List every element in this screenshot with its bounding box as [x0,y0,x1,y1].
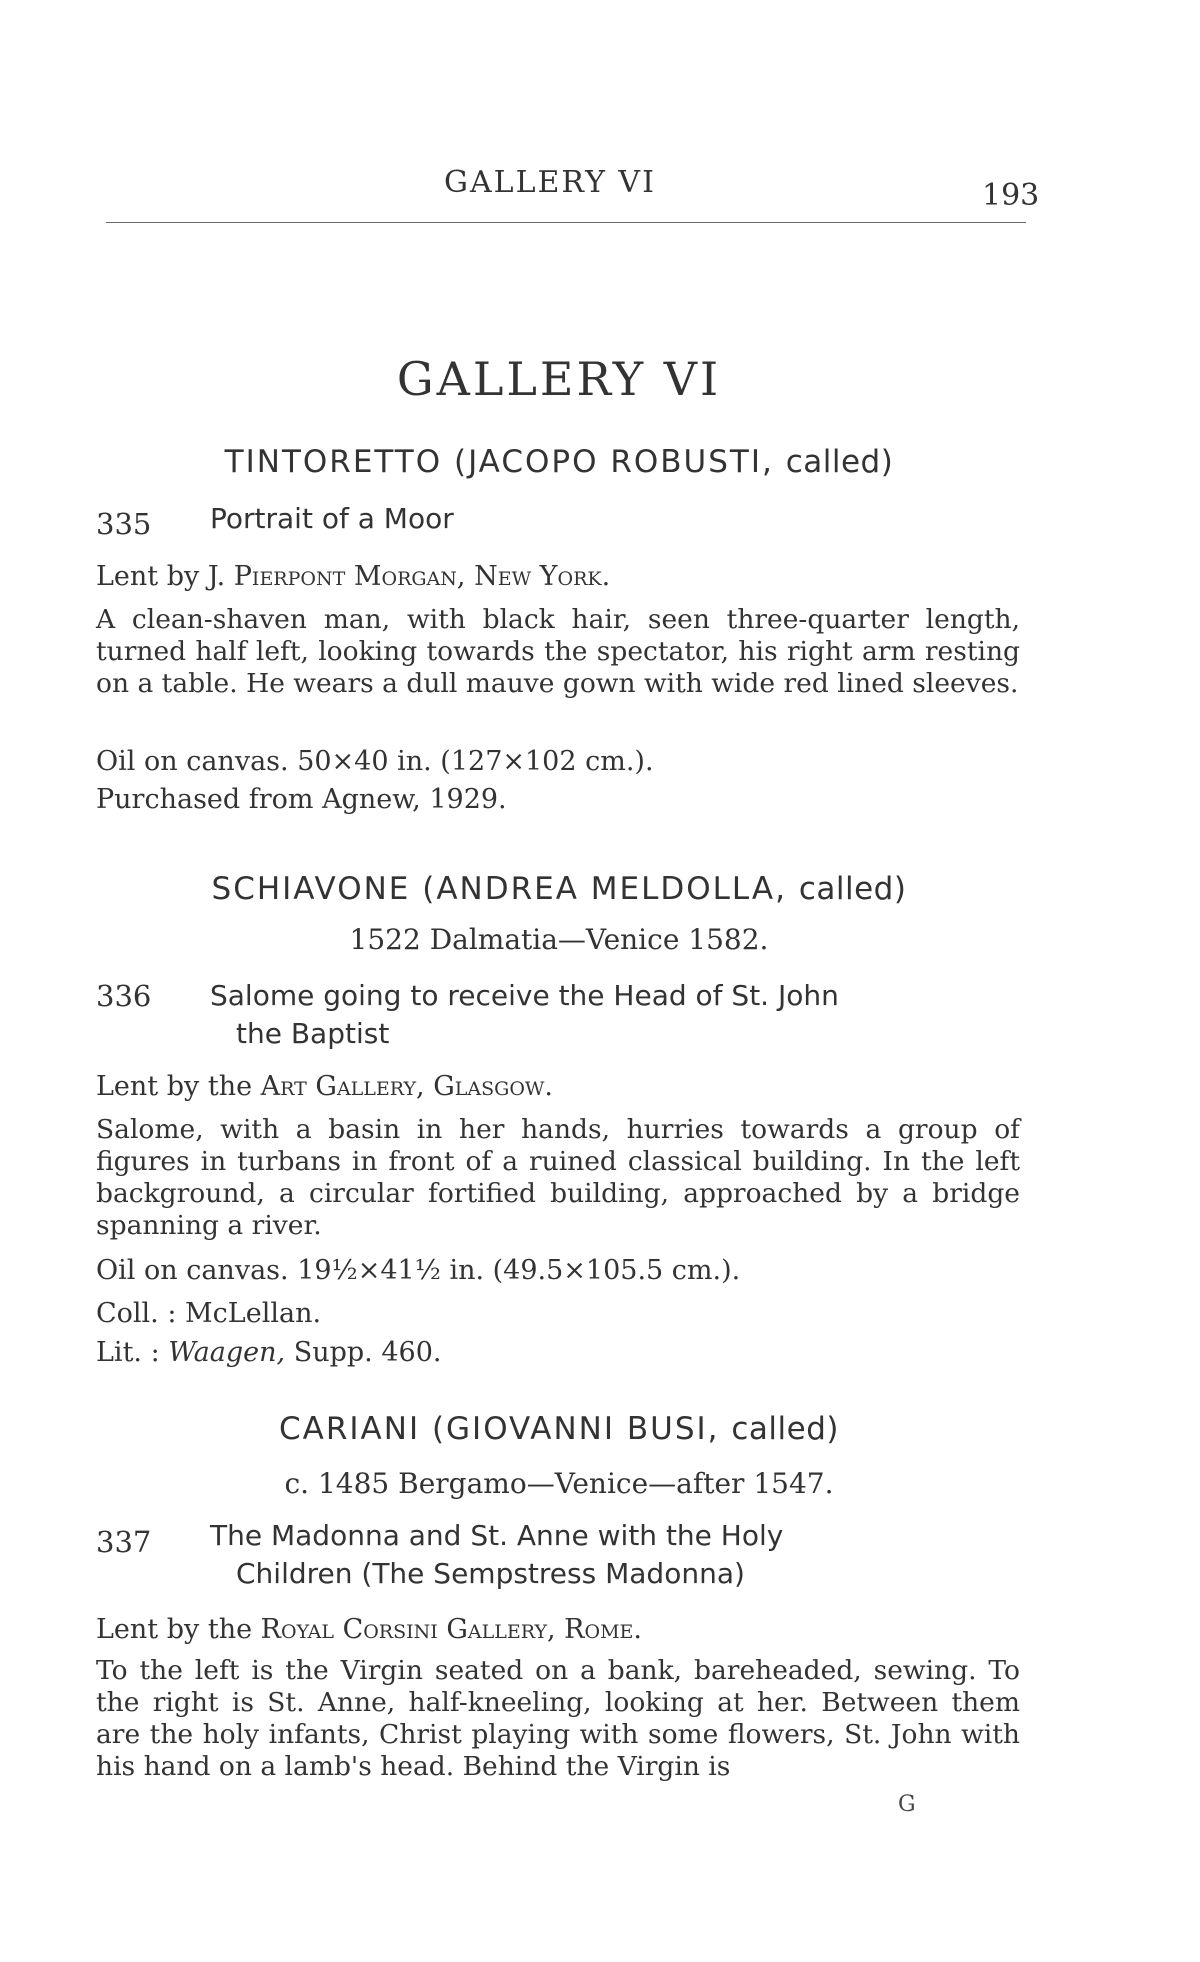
literature-prefix: Lit. : [96,1337,160,1368]
literature-reference: Supp. 460. [293,1337,442,1368]
artist-called: called) [785,444,894,480]
lender-prefix: Lent by J. [96,561,226,592]
work-title [210,500,1020,538]
catalogue-number: 336 [96,979,152,1013]
work-title-line: Children (The Sempstress Madonna) [236,1557,745,1590]
description: Salome, with a basin in her hands, hurries towards a group of figures in turbans in front of a ruined classical building. In the left background, a circular fortified building, approached by a bridge spanning a river. [96,1114,1020,1241]
header-rule [106,222,1026,223]
literature [96,1337,1020,1369]
work-title [210,1517,1020,1593]
work-title-line: Portrait of a Moor [210,502,454,535]
catalogue-number: 335 [96,507,152,541]
lender-prefix: Lent by the [96,1071,253,1102]
lender-line [96,1071,1020,1103]
work-title [210,977,1020,1053]
artist-heading-tintoretto [0,444,1118,480]
medium-dimensions: Oil on canvas. 50×40 in. (127×102 cm.). [96,746,654,777]
work-title-line: the Baptist [236,1017,390,1050]
artist-called: called) [731,1411,839,1447]
literature-author: Waagen, [168,1337,286,1368]
artist-called: called) [798,871,907,907]
lender-prefix: Lent by the [96,1614,253,1645]
work-title-line: The Madonna and St. Anne with the Holy [210,1519,784,1552]
medium-dimensions: Oil on canvas. 19½×41½ in. (49.5×105.5 cm.). [96,1255,741,1286]
artist-dates: c. 1485 Bergamo—Venice—after 1547. [284,1467,834,1500]
work-title-line: Salome going to receive the Head of St. John [210,979,839,1012]
running-header: GALLERY VI [444,165,656,200]
artist-name: CARIANI (GIOVANNI BUSI, [279,1411,720,1447]
artist-heading-cariani [0,1411,1118,1447]
catalogue-number: 337 [96,1525,152,1559]
artist-name: SCHIAVONE (ANDREA MELDOLLA, [211,871,787,907]
lender-name: Art Gallery, Glasgow. [260,1071,554,1102]
collection: Coll. : McLellan. [96,1298,322,1329]
lender-name: Royal Corsini Gallery, Rome. [260,1614,642,1645]
lender-name: Pierpont Morgan, New York. [233,561,611,592]
page-number: 193 [982,178,1040,213]
provenance: Purchased from Agnew, 1929. [96,784,507,815]
signature-mark: G [898,1792,916,1817]
section-title: GALLERY VI [396,352,722,406]
artist-name: TINTORETTO (JACOPO ROBUSTI, [224,444,774,480]
lender-line [96,1614,1020,1646]
lender-line [96,561,1020,593]
description: To the left is the Virgin seated on a bank, bareheaded, sewing. To the right is St. Anne, half-kneeling, looking at her. Between them are the holy infants, Christ playing with some flowers, St. John with his hand on a lamb's head. Behind the Virgin is [96,1655,1020,1782]
artist-heading-schiavone [0,871,1118,907]
description: A clean-shaven man, with black hair, seen three-quarter length, turned half left, looking towards the spectator, his right arm resting on a table. He wears a dull mauve gown with wide red lined sleeves. [96,604,1020,699]
artist-dates: 1522 Dalmatia—Venice 1582. [349,923,769,956]
